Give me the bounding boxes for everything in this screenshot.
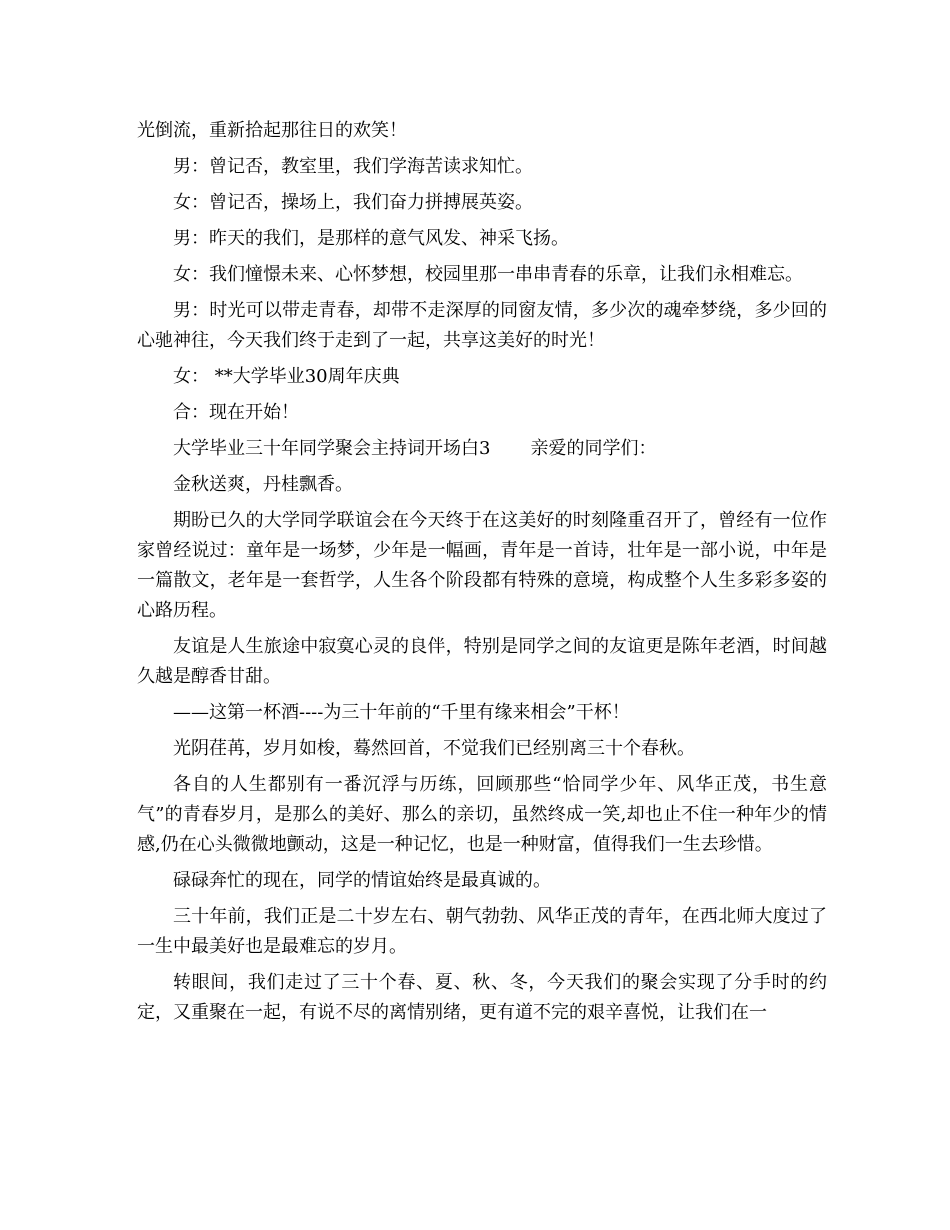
paragraph-10: 金秋送爽，丹桂飘香。 (173, 474, 353, 495)
paragraph-17: 三十年前，我们正是二十岁左右、朝气勃勃、风华正茂的青年，在西北师大度过了一生中最美好也是最难忘的岁月。 (137, 906, 827, 957)
paragraph-9 (137, 434, 827, 470)
paragraph-5: 女：我们憧憬未来、心怀梦想，校园里那一串串青春的乐章，让我们永相难忘。 (173, 264, 803, 285)
section-title: 大学毕业三十年同学聚会主持词开场白3 (173, 438, 491, 459)
paragraph-3: 女：曾记否，操场上，我们奋力拼搏展英姿。 (173, 192, 533, 213)
greeting: 亲爱的同学们： (530, 438, 657, 459)
paragraph-14: 光阴荏苒，岁月如梭，蓦然回首，不觉我们已经别离三十个春秋。 (173, 738, 695, 759)
paragraph-6: 男：时光可以带走青春，却带不走深厚的同窗友情，多少次的魂牵梦绕，多少回的心驰神往，今天我们终于走到了一起，共享这美好的时光！ (137, 300, 827, 351)
paragraph-16: 碌碌奔忙的现在，同学的情谊始终是最真诚的。 (173, 870, 551, 891)
paragraph-1: 光倒流，重新拾起那往日的欢笑！ (137, 120, 407, 141)
paragraph-11: 期盼已久的大学同学联谊会在今天终于在这美好的时刻隆重召开了，曾经有一位作家曾经说过：童年是一场梦，少年是一幅画，青年是一首诗，壮年是一部小说，中年是一篇散文，老年是一套哲学，人生各个阶段都有特殊的意境，构成整个人生多彩多姿的心路历程。 (137, 510, 827, 621)
paragraph-2: 男：曾记否，教室里，我们学海苦读求知忙。 (173, 156, 533, 177)
paragraph-7: 女： **大学毕业30周年庆典 (173, 366, 400, 387)
paragraph-15: 各自的人生都别有一番沉浮与历练，回顾那些“恰同学少年、风华正茂，书生意气”的青春岁月，是那么的美好、那么的亲切，虽然终成一笑,却也止不住一种年少的情感,仍在心头微微地颤动，这是一种记忆，也是一种财富，值得我们一生去珍惜。 (137, 774, 827, 855)
paragraph-12: 友谊是人生旅途中寂寞心灵的良伴，特别是同学之间的友谊更是陈年老酒，时间越久越是醇香甘甜。 (137, 636, 827, 687)
paragraph-4: 男：昨天的我们，是那样的意气风发、神采飞扬。 (173, 228, 569, 249)
paragraph-8: 合：现在开始！ (173, 402, 299, 423)
paragraph-13: ——这第一杯酒----为三十年前的“千里有缘来相会”干杯！ (173, 702, 630, 723)
paragraph-18: 转眼间，我们走过了三十个春、夏、秋、冬，今天我们的聚会实现了分手时的约定，又重聚在一起，有说不尽的离情别绪，更有道不完的艰辛喜悦，让我们在一 (137, 972, 827, 1023)
document-body (137, 116, 827, 1034)
